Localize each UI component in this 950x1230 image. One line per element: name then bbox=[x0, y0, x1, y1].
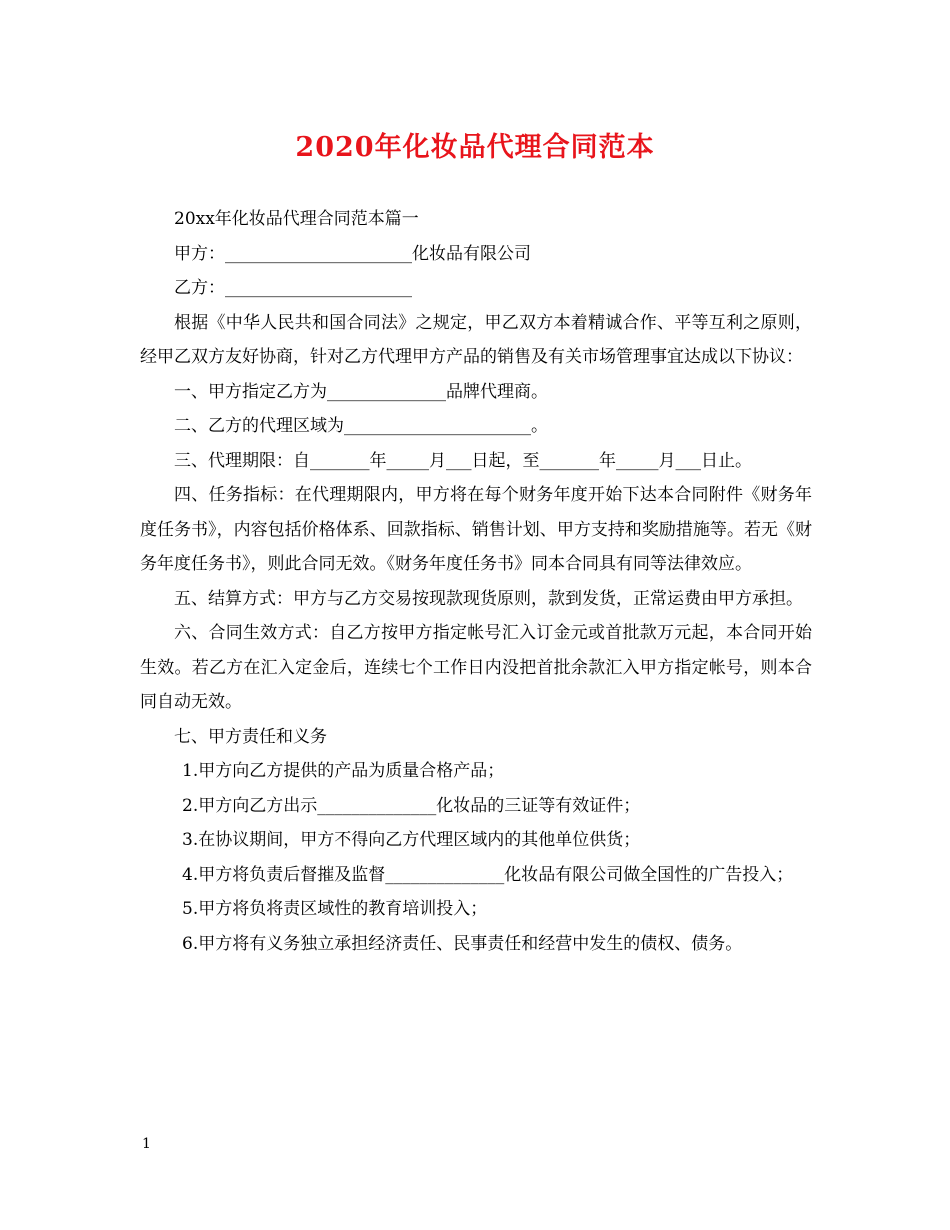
obligation-item: 2.甲方向乙方出示______________化妆品的三证等有效证件； bbox=[182, 795, 641, 816]
clause-5: 五、结算方式：甲方与乙方交易按现款现货原则，款到发货，正常运费由甲方承担。 bbox=[174, 588, 803, 609]
obligation-item: 3.在协议期间，甲方不得向乙方代理区域内的其他单位供货； bbox=[182, 830, 641, 850]
section-heading: 20xx年化妆品代理合同范本篇一 bbox=[174, 209, 419, 229]
preamble-paragraph: 根据《中华人民共和国合同法》之规定，甲乙双方本着精诚合作、平等互利之原则，经甲乙双方友好协商，针对乙方代理甲方产品的销售及有关市场管理事宜达成以下协议： bbox=[140, 312, 812, 367]
document-body bbox=[140, 202, 812, 961]
document-title: 2020年化妆品代理合同范本 bbox=[295, 132, 655, 163]
clause-7-heading: 七、甲方责任和义务 bbox=[174, 726, 327, 747]
clause-3: 三、代理期限：自_______年_____月___日起，至_______年_____月___日止。 bbox=[174, 450, 752, 471]
clause-6: 六、合同生效方式：自乙方按甲方指定帐号汇入订金元或首批款万元起，本合同开始生效。若乙方在汇入定金后，连续七个工作日内没把首批余款汇入甲方指定帐号，则本合同自动无效。 bbox=[140, 623, 812, 712]
party-a-line: 甲方：______________________化妆品有限公司 bbox=[174, 243, 531, 264]
obligation-item: 6.甲方将有义务独立承担经济责任、民事责任和经营中发生的债权、债务。 bbox=[182, 933, 743, 954]
obligation-item: 4.甲方将负责后督摧及监督______________化妆品有限公司做全国性的广告投入； bbox=[182, 864, 794, 885]
clause-2: 二、乙方的代理区域为______________________。 bbox=[174, 416, 548, 436]
obligation-item: 1.甲方向乙方提供的产品为质量合格产品； bbox=[182, 761, 505, 781]
party-b-line: 乙方：______________________ bbox=[174, 278, 412, 298]
obligation-item: 5.甲方将负将责区域性的教育培训投入； bbox=[182, 899, 488, 919]
clause-4: 四、任务指标：在代理期限内，甲方将在每个财务年度开始下达本合同附件《财务年度任务书》，内容包括价格体系、回款指标、销售计划、甲方支持和奖励措施等。若无《财务年度任务书》，则此合同无效。《财务年度任务书》同本合同具有同等法律效应。 bbox=[140, 485, 812, 574]
page-number: 1 bbox=[142, 1136, 151, 1152]
clause-1: 一、甲方指定乙方为______________品牌代理商。 bbox=[174, 381, 548, 402]
